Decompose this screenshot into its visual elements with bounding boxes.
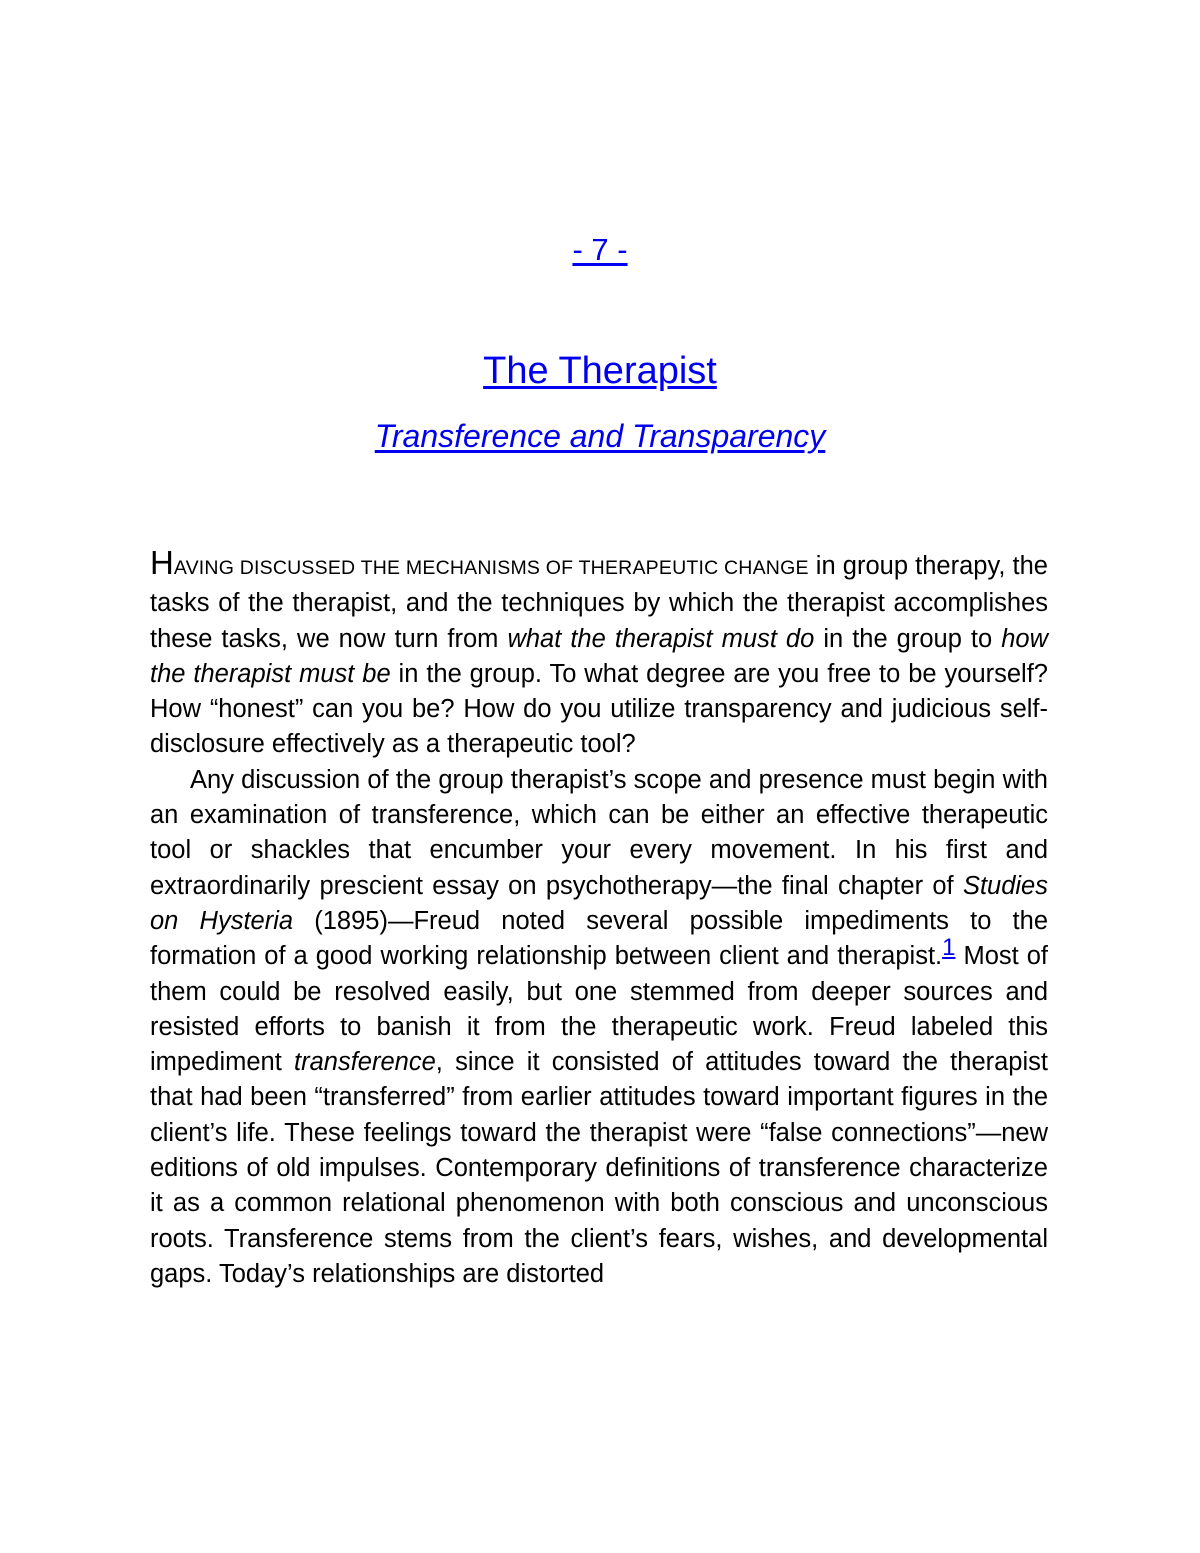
paragraph-1 <box>150 545 1048 763</box>
chapter-title <box>0 350 1200 393</box>
drop-cap: H <box>150 544 174 581</box>
chapter-subtitle <box>0 418 1200 455</box>
paragraph-1-text-c: in the group. To what degree are you free to be yourself? How “honest” can you be? How do you utilize transparency and judicious self-disclosure effectively as a therapeutic tool? <box>150 659 1048 759</box>
chapter-title-link[interactable]: The Therapist <box>483 350 717 392</box>
book-title-studies-on-hysteria: Studies on Hysteria <box>150 871 1048 935</box>
chapter-number-link[interactable]: - 7 - <box>572 232 628 267</box>
paragraph-1-italic-b: how the therapist must be <box>150 624 1048 688</box>
body-text <box>150 545 1048 1292</box>
paragraph-1-italic-a: what the therapist must do <box>507 624 815 653</box>
chapter-number <box>0 232 1200 268</box>
paragraph-2-text-c: Most of them could be resolved easily, but one stemmed from deeper sources and resisted efforts to banish it from the therapeutic work. Freud labeled this impediment <box>150 942 1048 1077</box>
paragraph-2-text-d: , since it consisted of attitudes toward the therapist that had been “transferred” from earlier attitudes toward important figures in the client’s life. These feelings toward the therapist were “false connections”—new editions of old impulses. Contemporary definitions of transference characterize it as a common relational phenomenon with both conscious and unconscious roots. Transference stems from the client’s fears, wishes, and developmental gaps. Today’s relationships are distorted <box>150 1048 1048 1288</box>
footnote-link[interactable]: 1 <box>942 934 956 962</box>
paragraph-2-text-a: Any discussion of the group therapist’s scope and presence must begin with an examination of transference, which can be either an effective therapeutic tool or shackles that encumber your every movement. In his first and extraordinarily prescient essay on psychotherapy—the final chapter of <box>150 765 1048 900</box>
paragraph-1-text-b: in the group to <box>814 624 1002 653</box>
paragraph-2 <box>150 763 1048 1292</box>
term-transference: transference <box>294 1048 436 1077</box>
paragraph-1-text-a: in group therapy, the tasks of the therapist, and the techniques by which the therapist accomplishes these tasks, we now turn from <box>150 552 1048 653</box>
small-caps-lead: AVING DISCUSSED THE MECHANISMS OF THERAPEUTIC CHANGE <box>173 557 809 579</box>
paragraph-2-text-b: (1895)—Freud noted several possible impediments to the formation of a good working relationship between client and therapist. <box>150 906 1048 971</box>
chapter-subtitle-link[interactable]: Transference and Transparency <box>374 418 826 454</box>
